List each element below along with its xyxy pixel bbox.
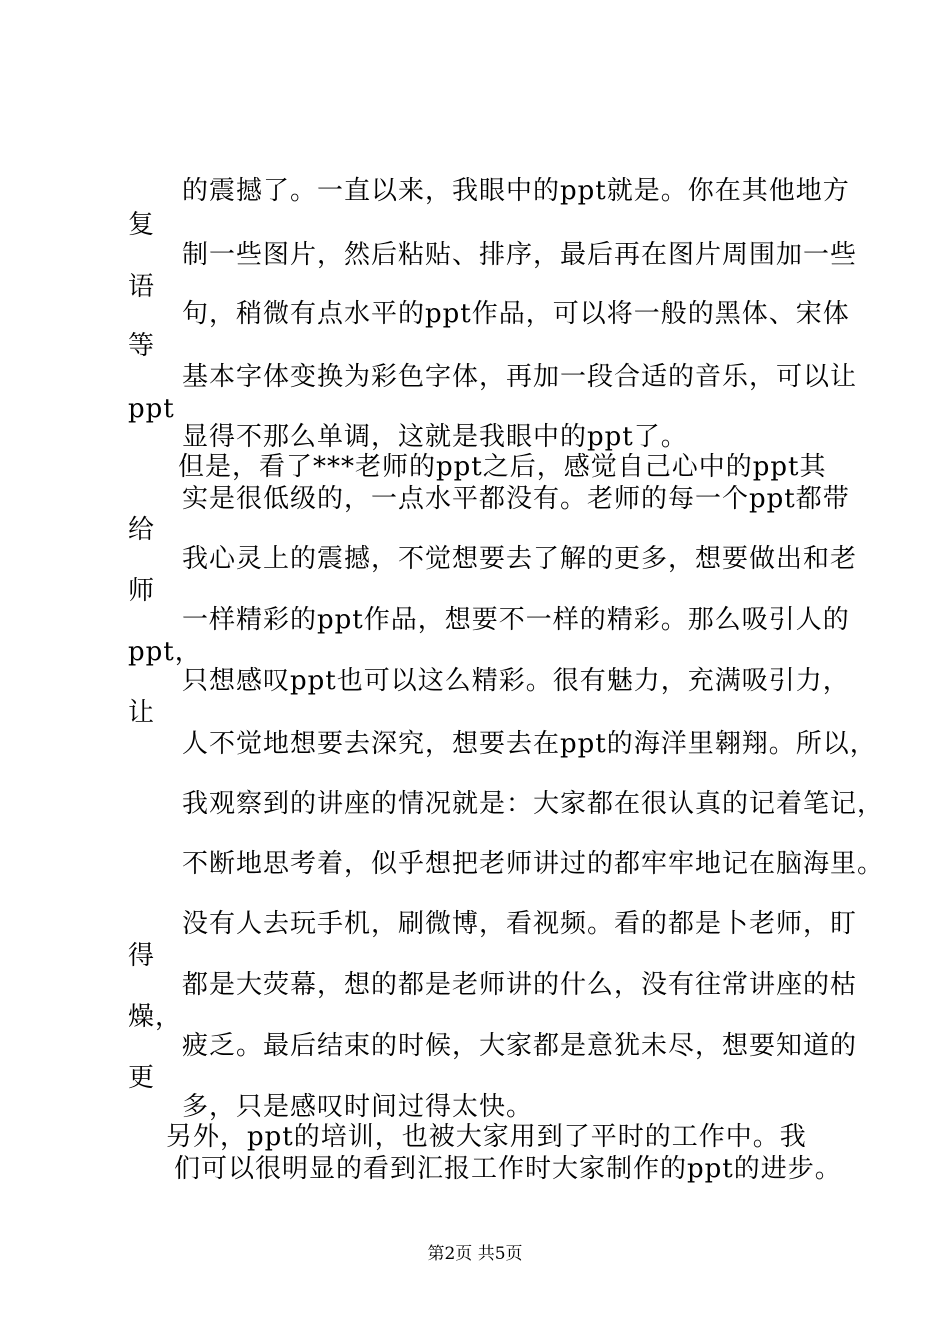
text-line: 我观察到的讲座的情况就是：大家都在很认真的记着笔记， [182, 789, 885, 819]
text-line: 我心灵上的震撼，不觉想要去了解的更多，想要做出和老 [182, 544, 858, 574]
text-line: 一样精彩的ppt作品，想要不一样的精彩。那么吸引人的 [182, 605, 850, 635]
text-line: 疲乏。最后结束的时候，大家都是意犹未尽，想要知道的 [182, 1031, 858, 1061]
text-line-wrap: 等 [128, 331, 156, 361]
text-line: 的震撼了。一直以来，我眼中的ppt就是。你在其他地方 [182, 176, 850, 206]
text-line-wrap: 师 [128, 576, 156, 606]
text-line: 制一些图片，然后粘贴、排序，最后再在图片周围加一些 [182, 240, 858, 270]
text-line-wrap: 复 [128, 210, 156, 240]
text-line: 另外，ppt的培训，也被大家用到了平时的工作中。我 [166, 1122, 807, 1152]
text-line-wrap: 得 [128, 941, 156, 971]
text-line: 只想感叹ppt也可以这么精彩。很有魅力，充满吸引力， [182, 666, 850, 696]
page-number-footer: 第2页 共5页 [427, 1244, 523, 1264]
text-line-wrap: ppt， [128, 637, 202, 667]
text-line: 没有人去玩手机，刷微博，看视频。看的都是卜老师，盯 [182, 909, 858, 939]
text-line: 人不觉地想要去深究，想要去在ppt的海洋里翱翔。所以， [182, 729, 877, 759]
text-line: 显得不那么单调，这就是我眼中的ppt了。 [182, 422, 688, 452]
text-line-wrap: 给 [128, 515, 156, 545]
text-line: 都是大荧幕，想的都是老师讲的什么，没有往常讲座的枯 [182, 970, 858, 1000]
text-line-wrap: ppt [128, 394, 175, 424]
text-line-wrap: 更 [128, 1063, 156, 1093]
text-line: 基本字体变换为彩色字体，再加一段合适的音乐，可以让 [182, 362, 858, 392]
text-line-wrap: 燥， [128, 1002, 183, 1032]
text-line: 们可以很明显的看到汇报工作时大家制作的ppt的进步。 [174, 1154, 842, 1184]
text-line-wrap: 让 [128, 698, 156, 728]
text-line-wrap: 语 [128, 272, 156, 302]
text-line: 句，稍微有点水平的ppt作品，可以将一般的黑体、宋体 [182, 299, 850, 329]
text-line: 实是很低级的，一点水平都没有。老师的每一个ppt都带 [182, 484, 850, 514]
text-line: 多，只是感叹时间过得太快。 [182, 1092, 534, 1122]
text-line: 但是，看了***老师的ppt之后，感觉自己心中的ppt其 [178, 452, 827, 482]
text-line: 不断地思考着，似乎想把老师讲过的都牢牢地记在脑海里。 [182, 849, 885, 879]
